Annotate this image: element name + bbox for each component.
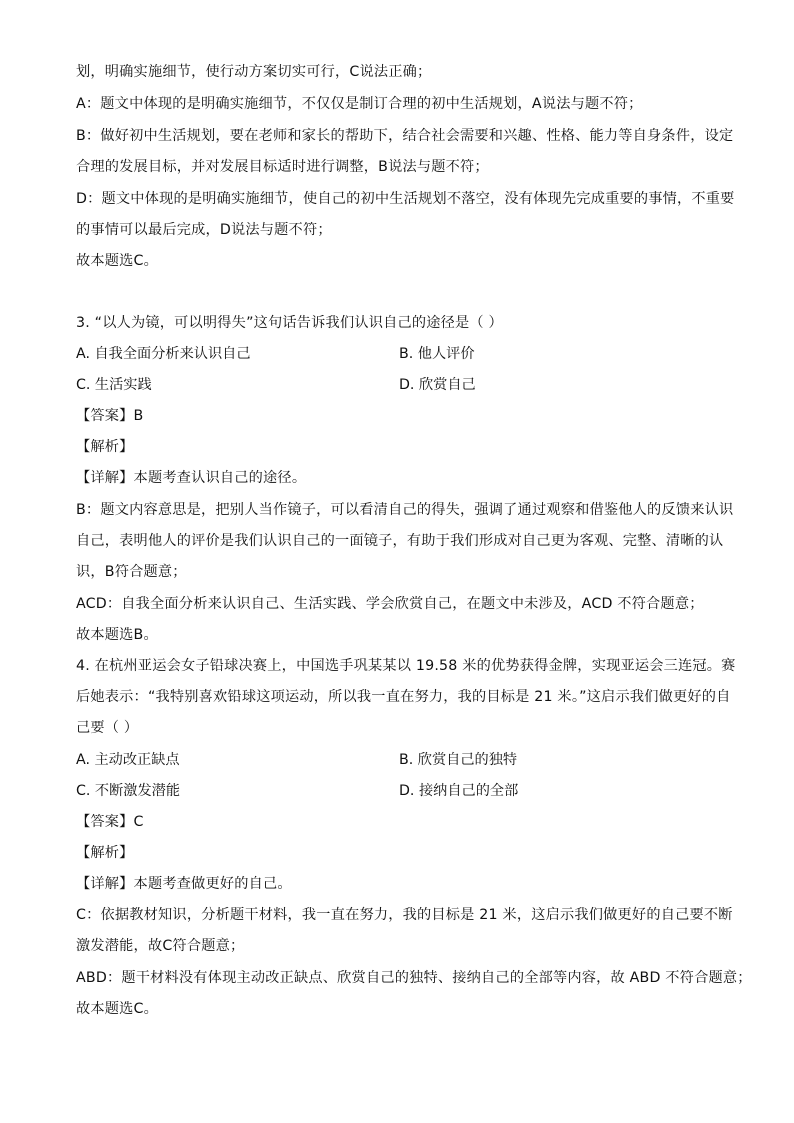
- prev-explanation-line: A：题文中体现的是明确实施细节，不仅仅是制订合理的初中生活规划，A说法与题不符；: [76, 96, 643, 112]
- question-3-answer: 【答案】B: [76, 408, 144, 424]
- question-3-detail-line: 识，B符合题意；: [76, 564, 187, 580]
- prev-explanation-line: 划，明确实施细节，使行动方案切实可行，C说法正确；: [76, 64, 432, 80]
- question-3-analysis-label: 【解析】: [76, 439, 134, 455]
- question-3-detail-line: 自己，表明他人的评价是我们认识自己的一面镜子，有助于我们形成对自己更为客观、完整、清晰的认: [76, 533, 724, 549]
- question-4-stem-line: 后她表示：“我特别喜欢铅球这项运动，所以我一直在努力，我的目标是 21 米。”这启示我们做更好的自: [76, 689, 731, 705]
- question-3-option-d: D. 欣赏自己: [399, 377, 476, 393]
- question-4-analysis-label: 【解析】: [76, 845, 134, 861]
- prev-explanation-line: D：题文中体现的是明确实施细节，使自己的初中生活规划不落空，没有体现先完成重要的事情，不重要: [76, 191, 735, 207]
- question-3-detail-line: 【详解】本题考查认识自己的途径。: [76, 470, 307, 486]
- question-4-option-c: C. 不断激发潜能: [76, 783, 181, 799]
- question-4-conclusion: 故本题选C。: [76, 1001, 159, 1017]
- prev-conclusion: 故本题选C。: [76, 253, 159, 269]
- question-4-detail-line: 【详解】本题考查做更好的自己。: [76, 876, 292, 892]
- question-4-answer: 【答案】C: [76, 814, 144, 830]
- question-4-detail-line: 激发潜能，故C符合题意；: [76, 938, 245, 954]
- question-3-option-a: A. 自我全面分析来认识自己: [76, 346, 251, 362]
- question-4-option-a: A. 主动改正缺点: [76, 752, 180, 768]
- question-3-conclusion: 故本题选B。: [76, 627, 158, 643]
- question-4-detail-line: C：依据教材知识，分析题干材料，我一直在努力，我的目标是 21 米，这启示我们做更好的自己要不断: [76, 907, 733, 923]
- question-3-detail-line: ACD：自我全面分析来认识自己、生活实践、学会欣赏自己，在题文中未涉及，ACD 不符合题意；: [76, 596, 704, 612]
- question-4-stem-line: 4. 在杭州亚运会女子铅球决赛上，中国选手巩某某以 19.58 米的优势获得金牌，实现亚运会三连冠。赛: [76, 658, 736, 674]
- question-4-stem-line: 己要（ ）: [76, 720, 139, 736]
- prev-explanation-line: 合理的发展目标，并对发展目标适时进行调整，B说法与题不符；: [76, 159, 489, 175]
- question-4-option-d: D. 接纳自己的全部: [399, 783, 519, 799]
- question-3-option-c: C. 生活实践: [76, 377, 152, 393]
- question-3-option-b: B. 他人评价: [399, 346, 475, 362]
- question-4-detail-line: ABD：题干材料没有体现主动改正缺点、欣赏自己的独特、接纳自己的全部等内容，故 ABD 不符合题意；: [76, 970, 752, 986]
- question-4-option-b: B. 欣赏自己的独特: [399, 752, 518, 768]
- question-3-stem: 3. “以人为镜，可以明得失”这句话告诉我们认识自己的途径是（ ）: [76, 315, 503, 331]
- prev-explanation-line: B：做好初中生活规划，要在老师和家长的帮助下，结合社会需要和兴趣、性格、能力等自身条件，设定: [76, 128, 734, 144]
- question-3-detail-line: B：题文内容意思是，把别人当作镜子，可以看清自己的得失，强调了通过观察和借鉴他人的反馈来认识: [76, 502, 734, 518]
- prev-explanation-line: 的事情可以最后完成，D说法与题不符；: [76, 222, 332, 238]
